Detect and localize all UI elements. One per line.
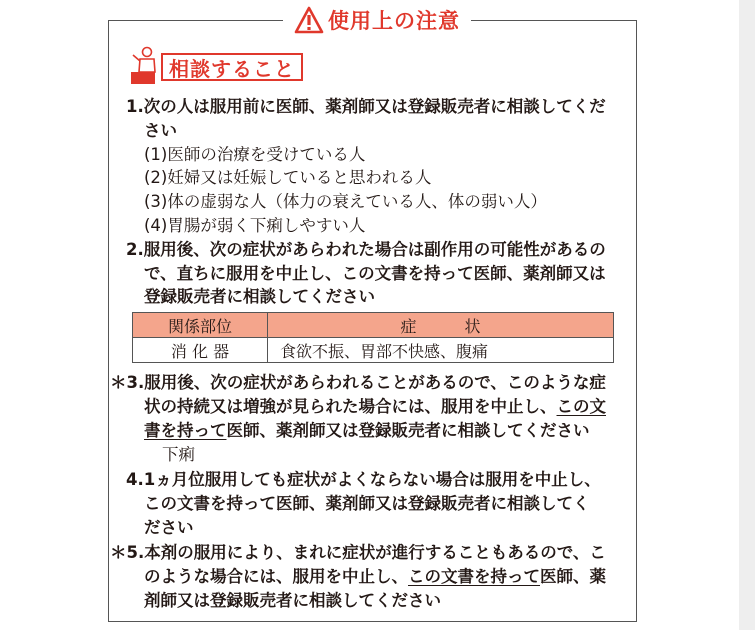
table-header-symptom: 症 状	[268, 313, 614, 338]
section-heading: 相談すること	[161, 53, 303, 81]
item-3-sub: 下痢	[162, 445, 195, 464]
notice-title-text: 使用上の注意	[328, 9, 460, 33]
table-cell-symptom: 食欲不振、胃部不快感、腹痛	[268, 338, 614, 363]
consult-person-icon	[128, 46, 158, 86]
item-5-line-3: 剤師又は登録販売者に相談してください	[144, 591, 441, 610]
warning-icon	[294, 6, 324, 34]
item-4-line-1: 4.1ヵ月位服用しても症状がよくならない場合は服用を中止し、	[126, 470, 601, 489]
item-3-line-3: 書を持って医師、薬剤師又は登録販売者に相談してください	[144, 421, 590, 440]
item-4-line-3: ださい	[144, 518, 194, 537]
item-1-sub-2: (2)妊婦又は妊娠していると思われる人	[144, 168, 432, 187]
table-header-part: 関係部位	[133, 313, 268, 338]
table-cell-part: 消 化 器	[133, 338, 268, 363]
item-4-line-2: この文書を持って医師、薬剤師又は登録販売者に相談してく	[144, 494, 590, 513]
notice-title	[283, 4, 471, 36]
item-3-line-2: 状の持続又は増強が見られた場合には、服用を中止し、この文	[144, 397, 606, 416]
page-edge-shade	[739, 0, 755, 630]
item-2-line-1: 2.服用後、次の症状があらわれた場合は副作用の可能性があるの	[126, 240, 606, 259]
item-1-sub-3: (3)体の虚弱な人（体力の衰えている人、体の弱い人）	[144, 192, 547, 211]
item-2-line-3: 登録販売者に相談してください	[144, 287, 375, 306]
item-3-line-1: ＊3.服用後、次の症状があらわれることがあるので、このような症	[110, 373, 606, 392]
table-header-row	[133, 313, 614, 338]
item-1-line-1: 1.次の人は服用前に医師、薬剤師又は登録販売者に相談してくだ	[126, 97, 606, 116]
item-5-line-2: のような場合には、服用を中止し、この文書を持って医師、薬	[144, 567, 606, 586]
item-2-line-2: で、直ちに服用を中止し、この文書を持って医師、薬剤師又は	[144, 264, 606, 283]
item-5-line-1: ＊5.本剤の服用により、まれに症状が進行することもあるので、こ	[110, 543, 606, 562]
symptom-table	[132, 312, 614, 363]
item-1-sub-4: (4)胃腸が弱く下痢しやすい人	[144, 216, 366, 235]
item-1-line-2: さい	[144, 121, 177, 140]
item-1-sub-1: (1)医師の治療を受けている人	[144, 145, 366, 164]
table-row	[133, 338, 614, 363]
